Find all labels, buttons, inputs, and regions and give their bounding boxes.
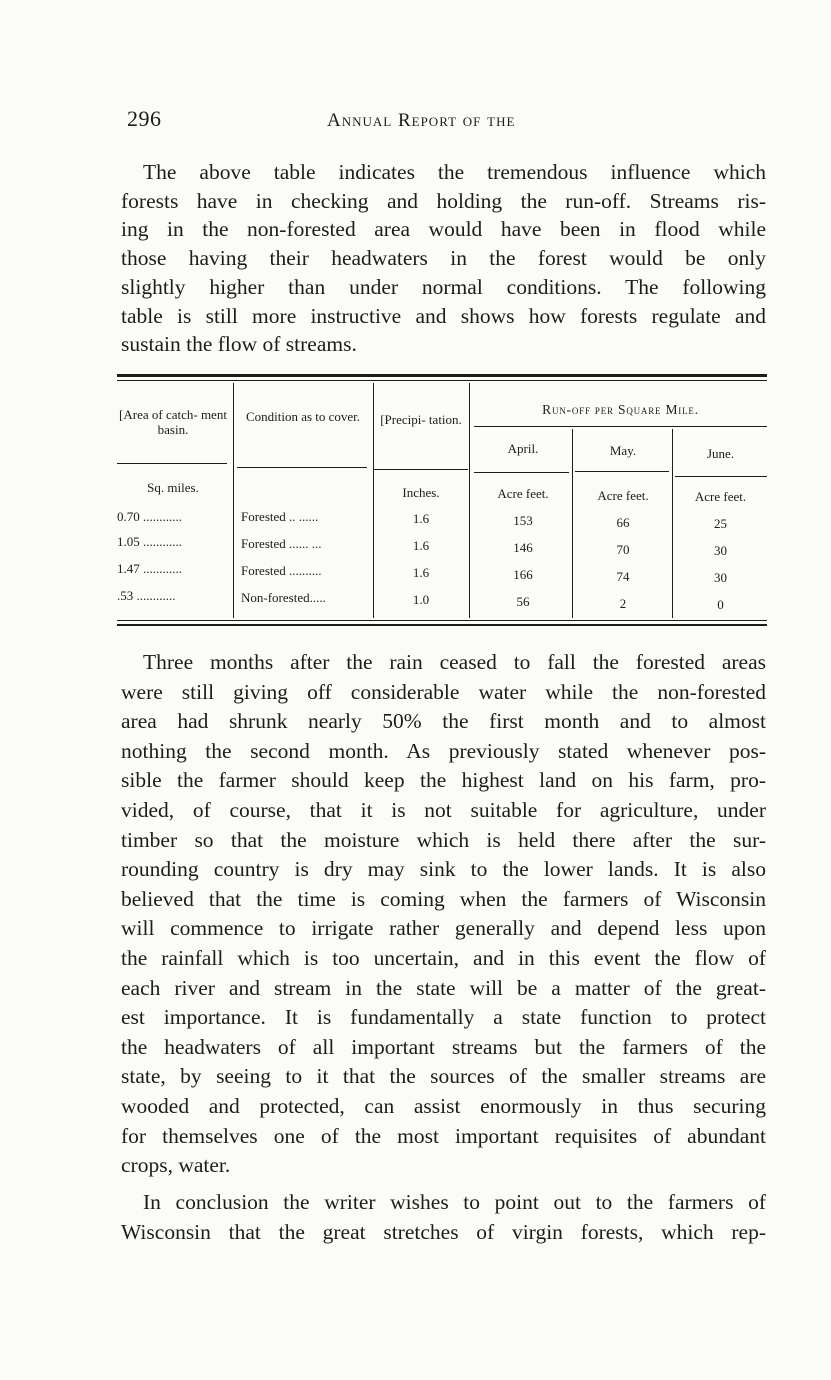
table-cell-precip: 1.0 (412, 592, 430, 607)
text-line: those having their headwaters in the forest would be only (121, 246, 766, 271)
table-cell-may: 70 (616, 542, 630, 557)
header-divider (575, 471, 669, 472)
table-cell-june: 30 (714, 570, 727, 585)
runoff-table (117, 371, 767, 636)
table-cell-precip: 1.6 (412, 511, 430, 526)
table-cell-may: 66 (616, 515, 630, 530)
header-divider (474, 472, 569, 473)
text-line: sustain the flow of streams. (121, 332, 357, 357)
table-cell-april: 56 (516, 594, 530, 609)
table-cell-area: 1.05 ............ (117, 534, 182, 549)
header-precipitation: [Precipi- tation. (380, 412, 462, 427)
table-cell-area: 1.47 ............ (117, 561, 182, 576)
header-divider (675, 476, 767, 477)
unit-precip: Inches. (402, 485, 440, 500)
text-line: forests have in checking and holding the run-off. Streams ris- (121, 188, 766, 213)
table-cell-april: 166 (513, 567, 533, 582)
header-divider (237, 467, 367, 468)
unit-april: Acre feet. (497, 486, 549, 501)
unit-may: Acre feet. (597, 488, 649, 503)
header-area: [Area of catch- ment basin. (119, 407, 227, 437)
text-line: vided, of course, that it is not suitable for agriculture, under (121, 797, 766, 822)
text-line: were still giving off considerable water while the non-forested (121, 679, 766, 704)
paragraph-conclusion (121, 1188, 766, 1247)
text-line: ing in the non-forested area would have been in flood while (121, 217, 766, 242)
text-line: slightly higher than under normal conditions. The following (121, 274, 766, 299)
table-cell-cover: Forested ...... ... (241, 536, 322, 551)
text-line: nothing the second month. As previously stated whenever pos- (121, 738, 766, 763)
table-bottom-rule-thin (117, 620, 767, 621)
table-cell-june: 0 (717, 597, 724, 612)
table-bottom-rule (117, 624, 767, 626)
table-cell-precip: 1.6 (412, 538, 430, 553)
text-line: sible the farmer should keep the highest land on his farm, pro- (121, 768, 766, 793)
table-cell-precip: 1.6 (412, 565, 430, 580)
text-line: est importance. It is fundamentally a state function to protect (121, 1005, 766, 1030)
table-cell-area: 0.70 ............ (117, 509, 182, 524)
table-top-rule-thin (117, 380, 767, 381)
text-line: rounding country is dry may sink to the lower lands. It is also (121, 857, 766, 882)
text-line: the rainfall which is too uncertain, and in this event the flow of (121, 945, 766, 970)
column-divider (672, 429, 673, 618)
text-line: for themselves one of the most important requisites of abundant (121, 1123, 766, 1148)
header-runoff-group: Run-off per Square Mile. (542, 402, 699, 417)
text-line: the headwaters of all important streams but the farmers of the (121, 1034, 766, 1059)
text-line: Wisconsin that the great stretches of virgin forests, which rep- (121, 1219, 766, 1244)
text-line: table is still more instructive and shows how forests regulate and (121, 303, 766, 328)
header-condition: Condition as to cover. (245, 409, 361, 424)
paragraph-intro (121, 158, 766, 359)
header-divider (474, 426, 767, 427)
text-line: timber so that the moisture which is held there after the sur- (121, 827, 766, 852)
unit-area: Sq. miles. (147, 480, 199, 495)
text-line: wooded and protected, can assist enormously in thus securing (121, 1093, 766, 1118)
table-top-rule (117, 374, 767, 377)
table-cell-cover: Forested .......... (241, 563, 322, 578)
table-cell-june: 25 (714, 516, 727, 531)
column-divider (469, 383, 470, 618)
table-cell-april: 146 (513, 540, 533, 555)
text-line: will commence to irrigate rather generally and depend less upon (121, 916, 766, 941)
paragraph-body (121, 648, 766, 1181)
header-may: May. (609, 443, 637, 458)
column-divider (233, 383, 234, 618)
header-june: June. (706, 446, 735, 461)
header-divider (373, 469, 468, 470)
text-line: crops, water. (121, 1153, 231, 1178)
header-april: April. (507, 441, 539, 456)
column-divider (572, 429, 573, 618)
table-cell-cover: Non-forested..... (241, 590, 326, 605)
table-cell-april: 153 (513, 513, 533, 528)
table-cell-may: 74 (616, 569, 630, 584)
text-line: each river and stream in the state will be a matter of the great- (121, 975, 766, 1000)
table-cell-area: .53 ............ (117, 588, 176, 603)
text-line: area had shrunk nearly 50% the first month and to almost (121, 709, 766, 734)
table-cell-june: 30 (714, 543, 727, 558)
text-line: state, by seeing to it that the sources of the smaller streams are (121, 1064, 766, 1089)
text-line: The above table indicates the tremendous influence which (143, 160, 766, 184)
running-head: Annual Report of the (327, 110, 516, 131)
table-cell-may: 2 (619, 596, 627, 611)
unit-june: Acre feet. (694, 489, 747, 504)
text-line: believed that the time is coming when the farmers of Wisconsin (121, 886, 766, 911)
header-divider (117, 463, 227, 464)
text-line: In conclusion the writer wishes to point out to the farmers of (143, 1190, 766, 1214)
table-cell-cover: Forested .. ...... (241, 509, 319, 524)
page-number: 296 (127, 106, 162, 131)
text-line: Three months after the rain ceased to fall the forested areas (143, 650, 766, 674)
